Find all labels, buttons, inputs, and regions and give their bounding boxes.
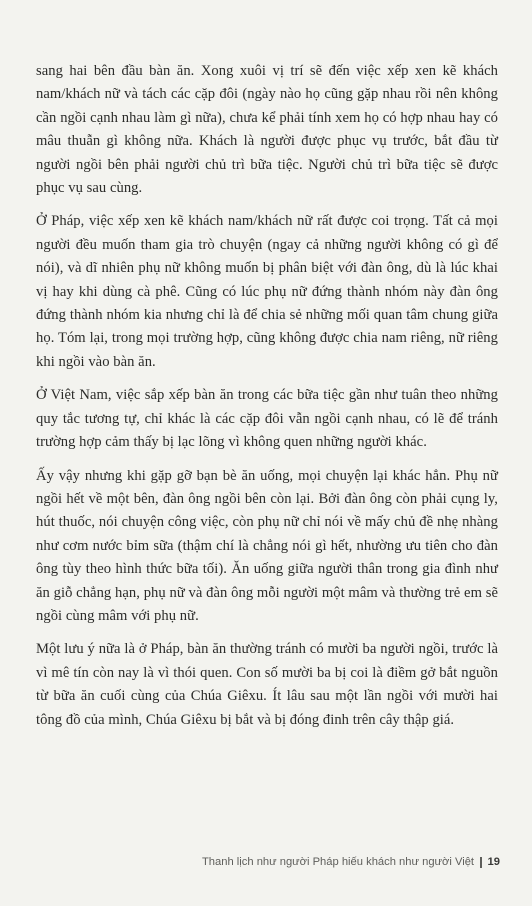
paragraph: Ở Việt Nam, việc sắp xếp bàn ăn trong các bữa tiệc gần như tuân theo những quy tắc tương tự, chỉ khác là các cặp đôi vẫn ngồi cạnh nhau, có lẽ để tránh trường hợp cảm thấy bị lạc lõng vì không quen những người khác.: [36, 387, 498, 451]
body-text: [36, 60, 498, 742]
page-number: 19: [487, 856, 500, 868]
paragraph: Ấy vậy nhưng khi gặp gỡ bạn bè ăn uống, mọi chuyện lại khác hẳn. Phụ nữ ngồi hết về một bên, đàn ông ngồi bên còn lại. Bởi đàn ông còn phải cụng ly, hút thuốc, nói chuyện công việc, còn phụ nữ chỉ nói về mấy chủ đề nhẹ nhàng như cơm nước bỉm sữa (thậm chí là chẳng nói gì hết, nhường ưu tiên cho đàn ông tùy theo hình thức bữa tối). Ăn uống giữa người thân trong gia đình như ăn giỗ chẳng hạn, phụ nữ và đàn ông mỗi người một mâm và thường trẻ em sẽ ngồi cùng mâm với phụ nữ.: [36, 467, 498, 624]
page-footer: [202, 856, 500, 868]
paragraph: Ở Pháp, việc xếp xen kẽ khách nam/khách nữ rất được coi trọng. Tất cả mọi người đều muốn tham gia trò chuyện (ngay cả những người không có gì để nói), và dĩ nhiên phụ nữ không muốn bị phân biệt với đàn ông, dù là lúc khai vị hay khi dùng cà phê. Cũng có lúc phụ nữ đứng thành nhóm này đàn ông đứng thành nhóm kia nhưng chỉ là để chia sẻ những mối quan tâm chung giữa họ. Tóm lại, trong mọi trường hợp, cũng không được chia nam riêng, nữ riêng khi ngồi vào bàn ăn.: [36, 213, 498, 370]
footer-separator: [480, 857, 482, 868]
running-title: Thanh lịch như người Pháp hiếu khách như người Việt: [201, 856, 475, 868]
paragraph: Một lưu ý nữa là ở Pháp, bàn ăn thường tránh có mười ba người ngồi, trước là vì mê tín còn nay là vì thói quen. Con số mười ba bị coi là điềm gở bắt nguồn từ bữa ăn cuối cùng của Chúa Giêxu. Ít lâu sau một lần ngồi với mười hai tông đồ của mình, Chúa Giêxu bị bắt và bị đóng đinh trên cây thập giá.: [36, 641, 498, 728]
paragraph: sang hai bên đầu bàn ăn. Xong xuôi vị trí sẽ đến việc xếp xen kẽ khách nam/khách nữ và tách các cặp đôi (ngày nào họ cũng gặp nhau rồi nên không cần ngồi cạnh nhau làm gì nữa), chưa kể phải tính xem họ có hợp nhau hay có mâu thuẫn gì không nữa. Khách là người được phục vụ trước, bắt đầu từ người ngồi bên phải người chủ trì bữa tiệc. Người chủ trì bữa tiệc sẽ được phục vụ sau cùng.: [36, 63, 498, 197]
